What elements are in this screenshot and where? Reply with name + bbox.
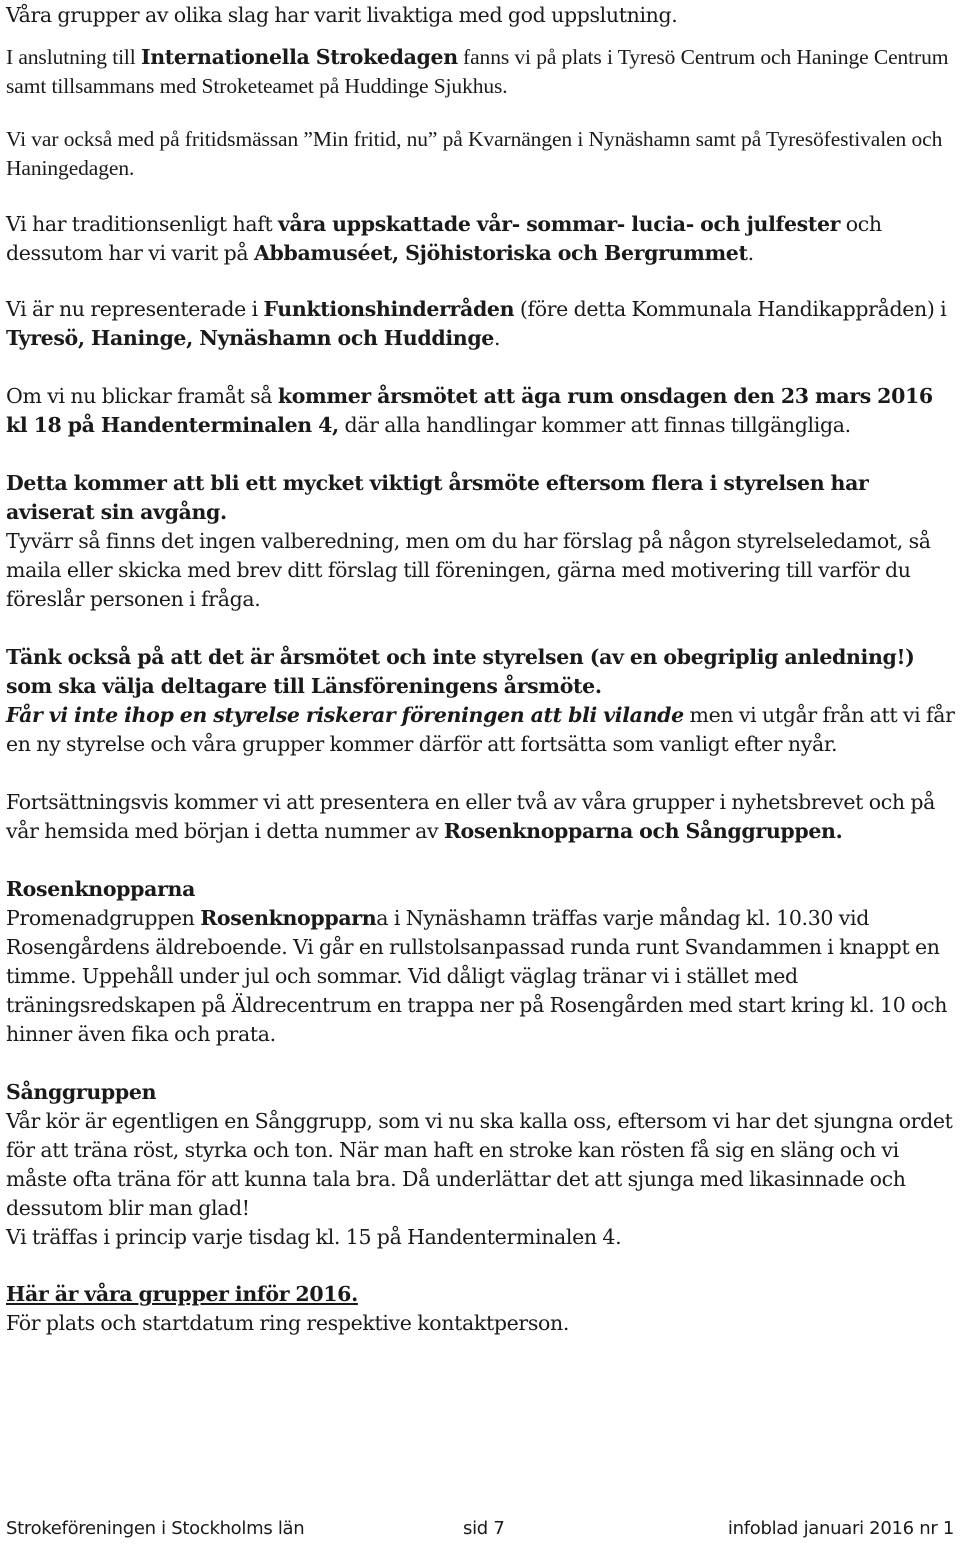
viktigt-bold: Detta kommer att bli ett mycket viktigt årsmöte eftersom flera i styrelsen har aviserat sin avgång. [6, 471, 869, 524]
paragraph-viktigt-arsmote [6, 469, 958, 527]
paragraph-arsmote [6, 382, 958, 440]
text: . [494, 326, 501, 350]
footer-page-number: sid 7 [463, 1518, 505, 1539]
footer-issue: infoblad januari 2016 nr 1 [727, 1518, 954, 1539]
fester-bold: våra uppskattade vår- sommar- lucia- och julfester [278, 212, 841, 236]
paragraph-groups-active: Våra grupper av olika slag har varit livaktiga med god uppslutning. [6, 3, 678, 27]
funktionshinderraden-bold: Funktionshinderråden [263, 297, 515, 321]
groups-presented-bold: Rosenknopparna och Sånggruppen. [443, 819, 843, 843]
rosenknopparn-bold: Rosenknopparn [200, 906, 377, 930]
section-heading-sanggruppen [6, 1078, 958, 1107]
paragraph-fortsattningsvis [6, 788, 958, 846]
footer-organization: Strokeföreningen i Stockholms län [6, 1518, 305, 1539]
heading-text: Här är våra grupper inför 2016. [6, 1282, 358, 1306]
paragraph-kontaktperson: För plats och startdatum ring respektive kontaktperson. [6, 1311, 570, 1335]
text: . [747, 241, 754, 265]
paragraph-strokedagen [6, 43, 958, 101]
text: och dessutom har vi varit på [6, 212, 882, 265]
paragraph-tank-ocksa [6, 643, 958, 701]
arsmote-date-bold: kommer årsmötet att äga rum onsdagen den 23 mars 2016 kl 18 på Handenterminalen 4, [6, 384, 933, 437]
municipalities-bold: Tyresö, Haninge, Nynäshamn och Huddinge [6, 326, 495, 350]
text: fanns vi på plats i Tyresö Centrum och Haninge Centrum samt tillsammans med Stroketeamet på Huddinge Sjukhus. [6, 45, 949, 98]
text: där alla handlingar kommer att finnas tillgängliga. [338, 413, 851, 437]
section-heading-grupper-2016 [6, 1280, 958, 1309]
paragraph-rosenknopparna [6, 904, 958, 1049]
document-body [6, 0, 958, 1338]
paragraph-fester [6, 210, 958, 268]
heading-text: Sånggruppen [6, 1080, 157, 1104]
strokedagen-bold: Internationella Strokedagen [140, 45, 458, 69]
text: Promenadgruppen [6, 906, 201, 930]
paragraph-funktionshinderraden [6, 295, 958, 353]
page-footer [6, 1517, 954, 1541]
paragraph-fritidsmassan: Vi var också med på fritidsmässan ”Min fritid, nu” på Kvarnängen i Nynäshamn samt på Tyresöfestivalen och Haningedagen. [6, 127, 943, 180]
paragraph-sanggruppen-tid: Vi träffas i princip varje tisdag kl. 15 på Handenterminalen 4. [6, 1225, 622, 1249]
text: men vi utgår från att vi får en ny styrelse och våra grupper kommer därför att fortsätta som vanligt efter nyår. [6, 703, 955, 756]
text: Vi är nu representerade i [6, 297, 264, 321]
section-heading-rosenknopparna [6, 875, 958, 904]
paragraph-sanggruppen: Vår kör är egentligen en Sånggrupp, som vi nu ska kalla oss, eftersom vi har det sjungna ordet för att träna röst, styrka och ton. När man haft en stroke kan rösten få sig en släng och vi måste ofta träna för att kunna tala bra. Då underlättar det att sjunga med likasinnade och dessutom blir man glad! [6, 1109, 953, 1220]
text: Om vi nu blickar framåt så [6, 384, 278, 408]
text: Vi har traditionsenligt haft [6, 212, 278, 236]
museum-bold: Abbamuséet, Sjöhistoriska och Bergrummet [253, 241, 748, 265]
text: I anslutning till [6, 45, 141, 69]
vilande-bold-italic: Får vi inte ihop en styrelse riskerar föreningen att bli vilande [6, 703, 684, 727]
text: a i Nynäshamn träffas varje måndag kl. 10.30 vid Rosengårdens äldreboende. Vi går en rullstolsanpassad runda runt Svandammen i knappt en timme. Uppehåll under jul och sommar. Vid dåligt väglag tränar vi i stället med träningsredskapen på Äldrecentrum en trappa ner på Rosengården med start kring kl. 10 och hinner även fika och prata. [6, 906, 948, 1046]
paragraph-valberedning: Tyvärr så finns det ingen valberedning, men om du har förslag på någon styrelseledamot, så maila eller skicka med brev ditt förslag till föreningen, gärna med motivering till varför du föreslår personen i fråga. [6, 529, 931, 611]
tank-bold: Tänk också på att det är årsmötet och inte styrelsen (av en obegriplig anledning!) som ska välja deltagare till Länsföreningens årsmöte. [6, 645, 915, 698]
text: Fortsättningsvis kommer vi att presentera en eller två av våra grupper i nyhetsbrevet och på vår hemsida med början i detta nummer av [6, 790, 935, 843]
heading-text: Rosenknopparna [6, 877, 196, 901]
text: (före detta Kommunala Handikappråden) i [514, 297, 947, 321]
paragraph-vilande [6, 701, 958, 759]
